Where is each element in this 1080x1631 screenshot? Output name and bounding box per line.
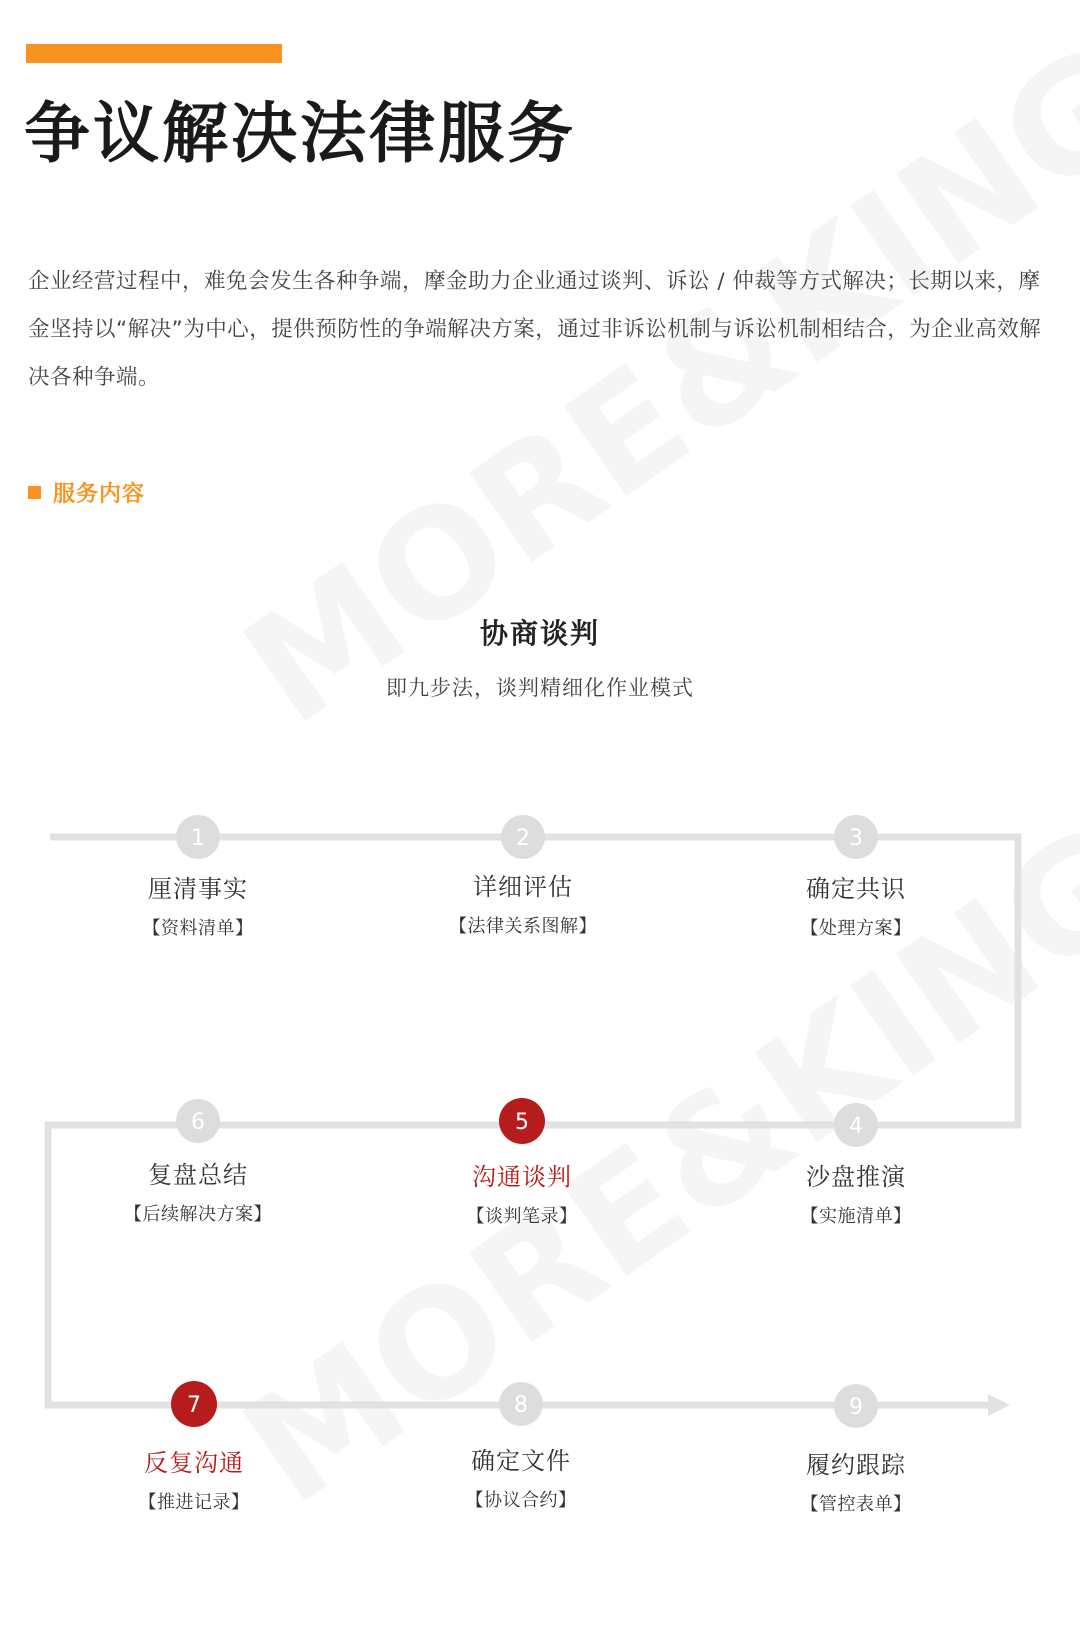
step-2-number: 2 (516, 826, 530, 851)
step-8-deliverable: 【协议合约】 (465, 1490, 577, 1511)
step-4-deliverable: 【实施清单】 (800, 1206, 912, 1227)
step-7-number: 7 (187, 1393, 201, 1418)
step-6 (88, 1158, 308, 1226)
step-6-number: 6 (191, 1110, 205, 1135)
step-3 (746, 872, 966, 940)
step-5 (412, 1160, 632, 1228)
step-8-number: 8 (514, 1393, 528, 1418)
step-6-name: 复盘总结 (148, 1161, 248, 1189)
step-8 (411, 1444, 631, 1512)
step-4-name: 沙盘推演 (806, 1163, 906, 1191)
step-7 (84, 1446, 304, 1514)
step-2-deliverable: 【法律关系图解】 (449, 916, 597, 937)
step-3-number: 3 (849, 826, 863, 851)
step-4 (746, 1160, 966, 1228)
step-9-deliverable: 【管控表单】 (800, 1494, 912, 1515)
step-3-deliverable: 【处理方案】 (800, 918, 912, 939)
block-subtitle: 即九步法，谈判精细化作业模式 (386, 676, 694, 700)
step-1-deliverable: 【资料清单】 (142, 918, 254, 939)
step-2 (413, 870, 633, 938)
step-3-name: 确定共识 (806, 875, 906, 903)
step-1-name: 厘清事实 (148, 875, 248, 903)
step-4-number: 4 (849, 1114, 863, 1139)
step-9-name: 履约跟踪 (806, 1451, 906, 1479)
step-7-name: 反复沟通 (144, 1449, 244, 1477)
step-5-deliverable: 【谈判笔录】 (466, 1206, 578, 1227)
step-1 (88, 872, 308, 940)
step-8-name: 确定文件 (471, 1447, 571, 1475)
step-5-number: 5 (515, 1110, 529, 1135)
step-7-deliverable: 【推进记录】 (138, 1492, 250, 1513)
step-6-deliverable: 【后续解决方案】 (124, 1204, 272, 1225)
step-5-name: 沟通谈判 (472, 1163, 572, 1191)
step-1-number: 1 (191, 826, 205, 851)
step-2-name: 详细评估 (473, 873, 573, 901)
section-label: 服务内容 (53, 481, 146, 507)
step-9 (746, 1448, 966, 1516)
intro-paragraph: 企业经营过程中，难免会发生各种争端，摩金助力企业通过谈判、诉讼 / 仲裁等方式解决；长期以来，摩金坚持以“解决”为中心，提供预防性的争端解决方案，通过非诉讼机制与诉讼机制相结合，为企业高效解决各种争端。 (28, 269, 1042, 390)
page-title: 争议解决法律服务 (24, 95, 576, 172)
block-title: 协商谈判 (479, 617, 600, 650)
track-arrow-icon (988, 1394, 1010, 1416)
step-9-number: 9 (849, 1395, 863, 1420)
